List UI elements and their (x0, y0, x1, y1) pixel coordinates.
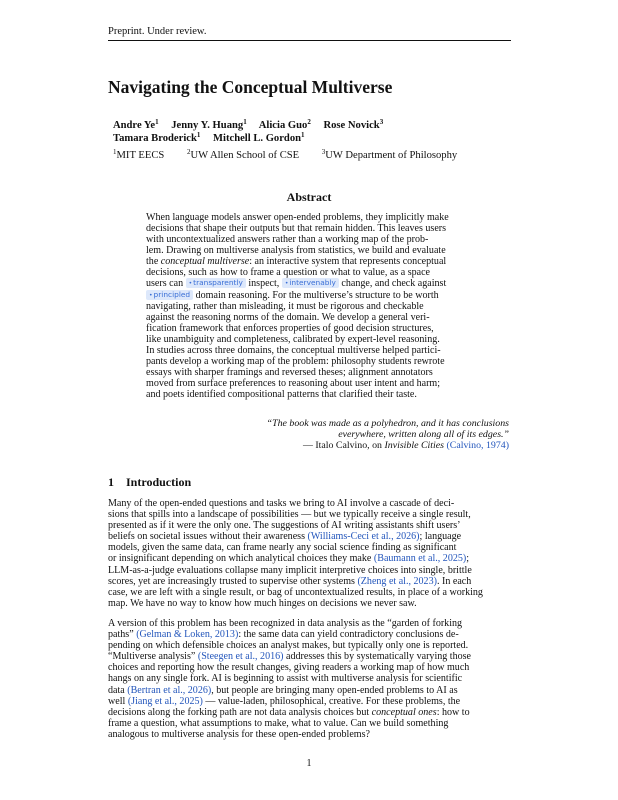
abstract-line: fication framework that enforces properties of good decision structures, (146, 323, 434, 335)
pill-dot-icon: • (188, 280, 193, 288)
author-row-2 (113, 130, 393, 146)
running-header: Preprint. Under review. (108, 26, 207, 37)
citation-link[interactable]: (Jiang et al., 2025) (127, 695, 203, 707)
emphasis: conceptual multiverse (160, 255, 250, 267)
affiliation: $^3$UW Department of Philosophy (321, 148, 458, 161)
citation-link[interactable]: (Bertran et al., 2026) (127, 684, 212, 696)
author: Tamara Broderick$^1$ (113, 130, 201, 144)
affiliation: $^2$UW Allen School of CSE (186, 148, 300, 161)
abstract-line: against the reasoning norms of the domain. We develop a general veri- (146, 312, 430, 324)
header-rule (108, 40, 511, 41)
pill-dot-icon: • (284, 280, 289, 288)
author: Jenny Y. Huang$^1$ (171, 118, 247, 131)
intervenably-tag[interactable]: •intervenably (282, 278, 339, 288)
intro-paragraph-1: Many of the open-ended questions and tasks we bring to AI involve a cascade of deci- sions that spills into a landscape of possibilities — but we typically receive a single result, presented as if it were the only one. The suggestions of AI writing assistants shift users’ beliefs on societal issues without their awareness (Williams-Ceci et al., 2026); language models, given the same data, can frame nearly any social science finding as significant or insignificant depending on which analytical choices they make (Baumann et al., 2025); LLM-as-a-judge evaluations collapse many implicit interpretive choices into single, brittle scores, yet are increasingly trusted to supervise other systems (Zheng et al., 2023). In each case, we are left with a single result, or bag of uncontextualized results, in place of a working map. We have no way to know how much hinges on decisions we never saw. (108, 498, 483, 609)
author: Mitchell L. Gordon$^1$ (213, 130, 305, 144)
abstract-body (146, 213, 449, 400)
abstract-line: essays with sharper framings and reversed theses; alignment annotators (146, 366, 433, 378)
abstract-line: the conceptual multiverse: an interactive system that represents conceptual (146, 255, 447, 267)
citation-link[interactable]: (Williams-Ceci et al., 2026) (307, 531, 420, 543)
transparently-tag[interactable]: •transparently (186, 278, 246, 288)
page-number: 1 (306, 758, 312, 769)
pill-dot-icon: • (149, 292, 153, 300)
abstract-line: •principled domain reasoning. For the multiverse’s structure to be worth (146, 290, 449, 302)
affiliations (113, 150, 477, 161)
citation-link[interactable]: (Calvino, 1974) (446, 440, 509, 451)
citation-link[interactable]: (Steegen et al., 2016) (197, 651, 284, 663)
abstract-line: decisions that shape their outputs but that remain hidden. This leaves users (146, 222, 447, 234)
author: Andre Ye$^1$ (113, 118, 159, 131)
abstract-line: users can •transparently inspect, •intervenably change, and check against (146, 278, 447, 290)
affiliation: $^1$MIT EECS (113, 148, 165, 161)
abstract-line: decisions, such as how to frame a question or what to value, as a space (146, 266, 431, 278)
paper-title: Navigating the Conceptual Multiverse (108, 77, 393, 97)
epigraph-attribution: — Italo Calvino, on Invisible Cities (Calvino, 1974) (303, 440, 509, 451)
principled-tag[interactable]: •principled (146, 290, 193, 300)
abstract-line: moved from surface preferences to reasoning about user intent and harm; (146, 377, 441, 389)
abstract-line: lem. Drawing on multiverse analysis from statistics, we build and evaluate (146, 244, 446, 256)
abstract-line: like unambiguity and completeness, calibrated by expert-level reasoning. (146, 333, 440, 345)
abstract-line: navigating, rather than misleading, it must be rigorous and checkable (146, 301, 424, 313)
abstract-line: with uncontextualized answers rather than a working map of the prob- (146, 233, 429, 245)
epigraph-line: everywhere, written along all of its edges.” (338, 429, 509, 440)
citation-link[interactable]: (Baumann et al., 2025) (373, 553, 467, 565)
author: Rose Novick$^3$ (323, 118, 384, 131)
citation-link[interactable]: (Gelman & Loken, 2013) (136, 629, 239, 641)
intro-paragraph-2: A version of this problem has been recognized in data analysis as the “garden of forking paths” (Gelman & Loken, 2013): the same data can yield contradictory conclusions de- pending on which defensible choices an analyst makes, but typically only one is reported. “Multiverse analysis” (Steegen et al., 2016) addresses this by systematically varying those choices and reporting how the result changes, giving readers a working map of how much hangs on any single fork. AI is beginning to assist with multiverse analysis for scientific data (Bertran et al., 2026), but people are bringing many open-ended problems to AI as well (Jiang et al., 2025) — value-laden, philosophical, creative. For these problems, the decisions along the forking path are not data analysis choices but conceptual ones: how to frame a question, what assumptions to make, what to value. Can we build something analogous to multiverse analysis for these open-ended problems? (108, 618, 472, 740)
epigraph-line: “The book was made as a polyhedron, and it has conclusions (266, 418, 509, 429)
author-row-1 (113, 120, 393, 133)
abstract-line: When language models answer open-ended problems, they implicitly make (146, 212, 449, 223)
author-list (113, 120, 393, 145)
abstract-line: In studies across three domains, the conceptual multiverse helped partici- (146, 344, 441, 356)
citation-link[interactable]: (Zheng et al., 2023) (357, 575, 437, 587)
author: Alicia Guo$^2$ (258, 118, 311, 131)
abstract-heading: Abstract (286, 190, 332, 204)
abstract-line: pants develop a working map of the problem: philosophy students rewrote (146, 355, 445, 367)
section-heading: 1 Introduction (108, 475, 192, 489)
epigraph (267, 418, 509, 451)
abstract-line: and poets identified compositional patterns that clarified their taste. (146, 388, 417, 400)
